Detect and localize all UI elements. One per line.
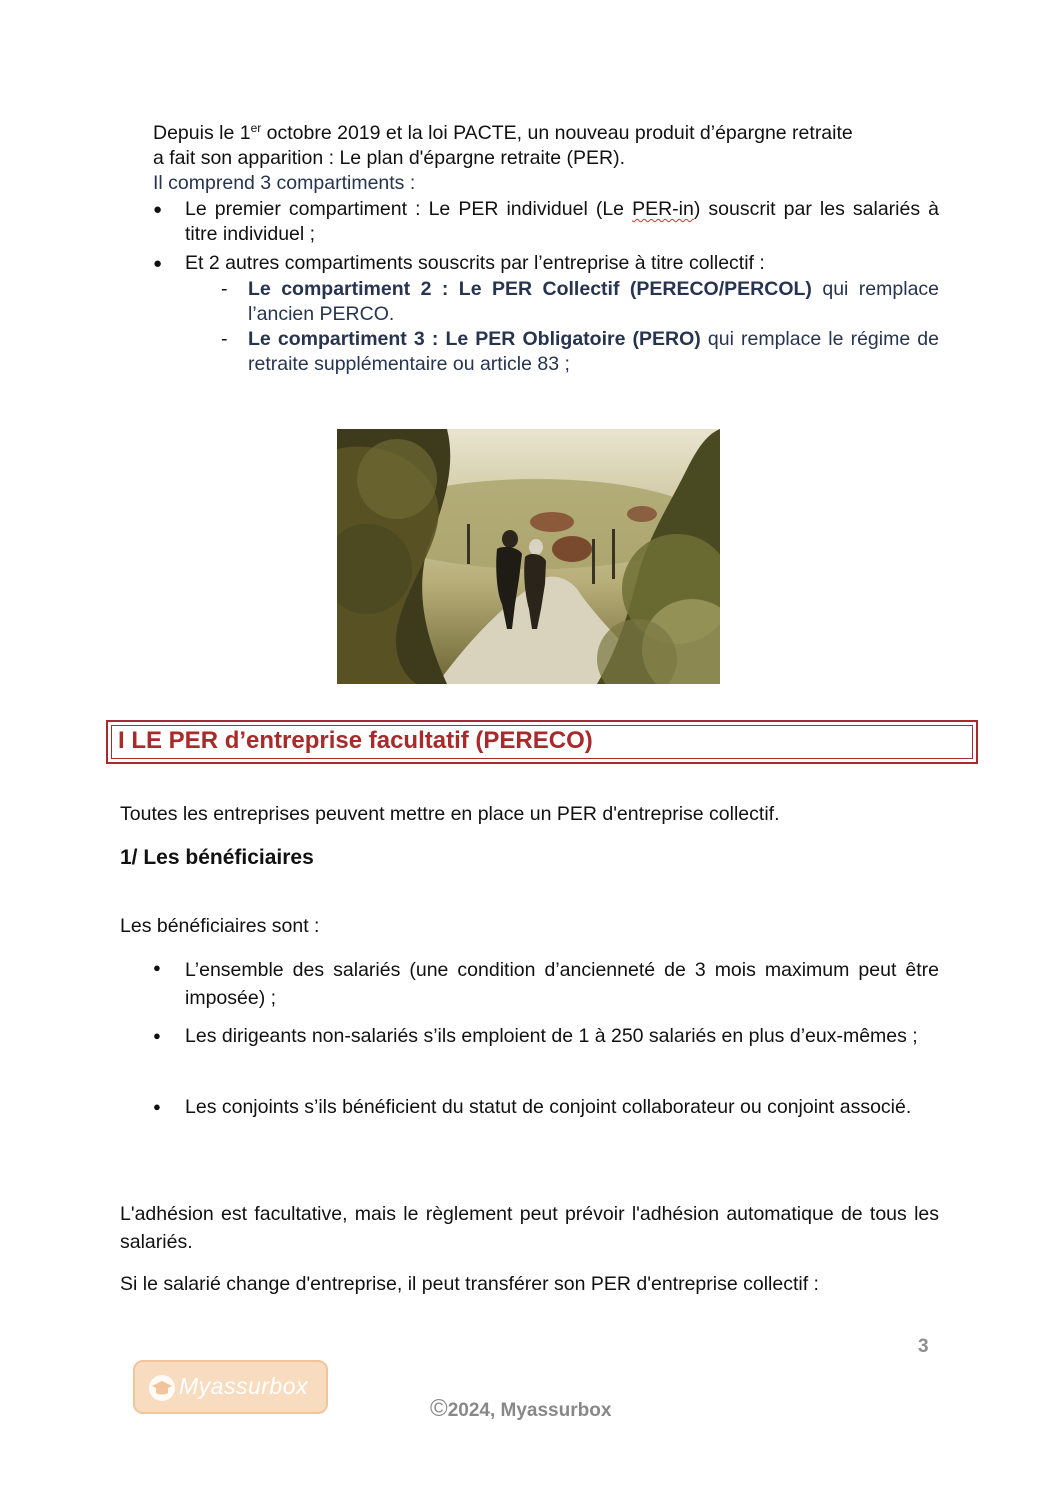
sub-item-text: qui remplace l’ancien PERCO. [248, 278, 940, 325]
copyright [430, 1394, 611, 1426]
beneficiary-item: Les dirigeants non-salariés s’ils emploient de 1 à 250 salariés en plus d’eux-mêmes ; [185, 1025, 918, 1047]
copyright-text: 2024, Myassurbox [447, 1400, 612, 1421]
logo-text: Myassurbox [179, 1373, 308, 1399]
beneficiary-item: Les conjoints s’ils bénéficient du statut de conjoint collaborateur ou conjoint associé. [185, 1096, 912, 1118]
photo-elderly-couple-walking [337, 429, 720, 684]
beneficiary-item: L’ensemble des salariés (une condition d’ancienneté de 3 mois maximum peut être imposée) ; [185, 959, 939, 1009]
section-intro-paragraph: Toutes les entreprises peuvent mettre en place un PER d'entreprise collectif. [120, 803, 780, 825]
intro-line-3: Il comprend 3 compartiments : [153, 172, 416, 194]
sub-item-2 [248, 327, 939, 377]
membership-paragraph: L'adhésion est facultative, mais le règlement peut prévoir l'adhésion automatique de tous les salariés. [120, 1203, 939, 1253]
bullet-icon: ● [153, 201, 163, 218]
spellcheck-word: PER-in [632, 198, 694, 220]
section-heading-box [106, 720, 978, 764]
bullet-icon: ● [153, 255, 163, 272]
intro-text: octobre 2019 et la loi PACTE, un nouveau produit d’épargne retraite [261, 122, 853, 144]
beneficiaries-intro: Les bénéficiaires sont : [120, 915, 320, 937]
dash-icon: - [221, 328, 228, 350]
page-number: 3 [918, 1336, 929, 1357]
bullet-item-2: Et 2 autres compartiments souscrits par l’entreprise à titre collectif : [185, 252, 765, 274]
section-heading: I LE PER d’entreprise facultatif (PERECO) [118, 727, 593, 754]
sub-item-text: qui remplace le régime de retraite supplémentaire ou article 83 ; [248, 328, 939, 375]
subsection-title: 1/ Les bénéficiaires [120, 846, 314, 869]
bullet-item-1 [185, 197, 939, 247]
bullet-icon: ● [153, 1099, 161, 1114]
intro-text: Depuis le 1 [153, 122, 251, 144]
bullet-text: Le premier compartiment : Le PER individuel (Le [185, 198, 633, 220]
superscript: er [250, 121, 262, 135]
intro-line-1 [153, 121, 943, 146]
photo-illustration [337, 429, 720, 684]
bullet-icon: ● [153, 1028, 161, 1043]
bullet-text: ) souscrit par les salariés à titre individuel ; [185, 198, 939, 245]
sub-item-title: Le compartiment 2 : Le PER Collectif (PERECO/PERCOL) [248, 278, 812, 300]
dash-icon: - [221, 278, 228, 300]
copyright-icon: © [430, 1395, 448, 1422]
transfer-paragraph: Si le salarié change d'entreprise, il peut transférer son PER d'entreprise collectif : [120, 1273, 819, 1295]
sub-item-1 [248, 277, 939, 327]
bullet-icon: ● [153, 960, 161, 975]
sub-item-title: Le compartiment 3 : Le PER Obligatoire (PERO) [248, 328, 701, 350]
intro-line-2: a fait son apparition : Le plan d'épargne retraite (PER). [153, 147, 625, 169]
graduation-cap-icon [147, 1374, 177, 1402]
brand-logo [133, 1360, 328, 1414]
